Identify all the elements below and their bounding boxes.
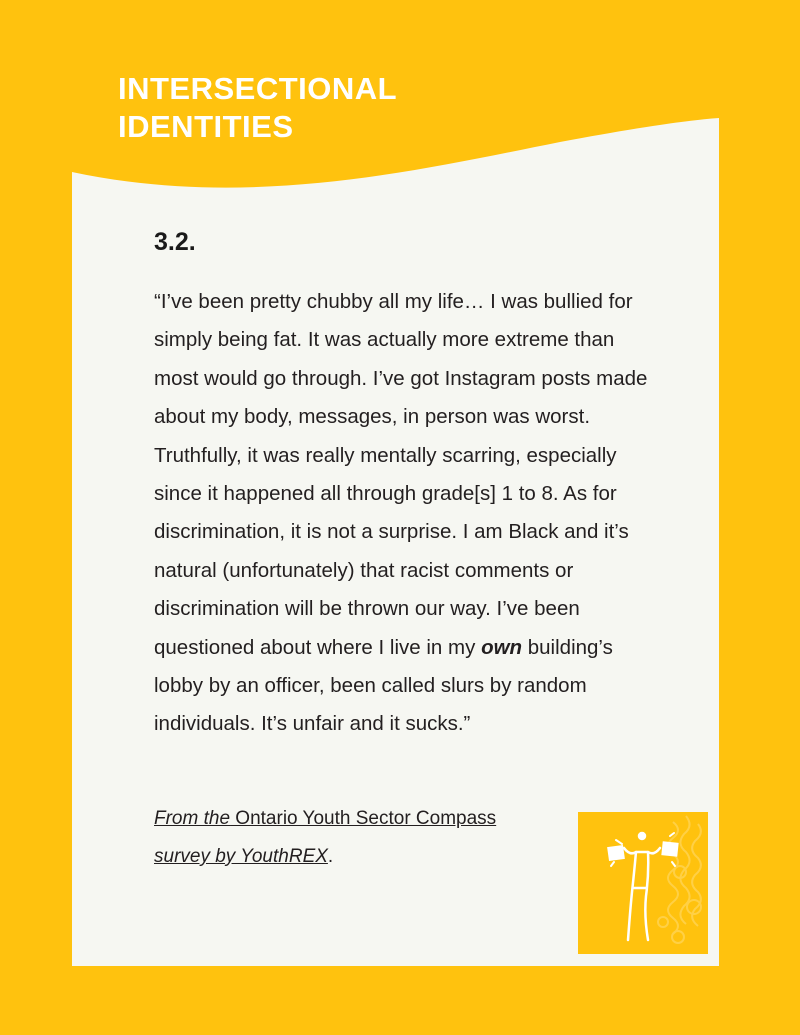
quote-emphasis: own — [481, 635, 523, 659]
page-title-line-2: IDENTITIES — [118, 109, 294, 144]
page-title-line-1: INTERSECTIONAL — [118, 71, 398, 106]
page-title — [118, 70, 397, 146]
source-link[interactable] — [154, 808, 496, 867]
figure-illustration — [578, 812, 708, 954]
testimonial-quote — [154, 283, 654, 744]
source-line-2: survey by YouthREX — [154, 846, 328, 867]
section-number: 3.2. — [154, 228, 196, 256]
quote-text-end: building’s lobby by an officer, been called slurs by random individuals. It’s unfair and it sucks.” — [154, 635, 613, 736]
source-period: . — [327, 846, 334, 867]
quote-text-start: “I’ve been pretty chubby all my life… I was bullied for simply being fat. It was actually more extreme than most would go through. I’ve got Instagram posts made about my body, messages, in person was worst. Truthfully, it was really mentally scarring, especially since it happened all through grade[s] 1 to 8. As for discrimination, it is not a surprise. I am Black and it’s natural (unfortunately) that racist comments or discrimination will be thrown our way. I’ve been questioned about where I live in my — [154, 290, 648, 659]
source-prefix: From the — [154, 808, 231, 829]
source-survey-name: Ontario Youth Sector Compass — [230, 808, 497, 829]
source-citation[interactable] — [154, 800, 574, 876]
